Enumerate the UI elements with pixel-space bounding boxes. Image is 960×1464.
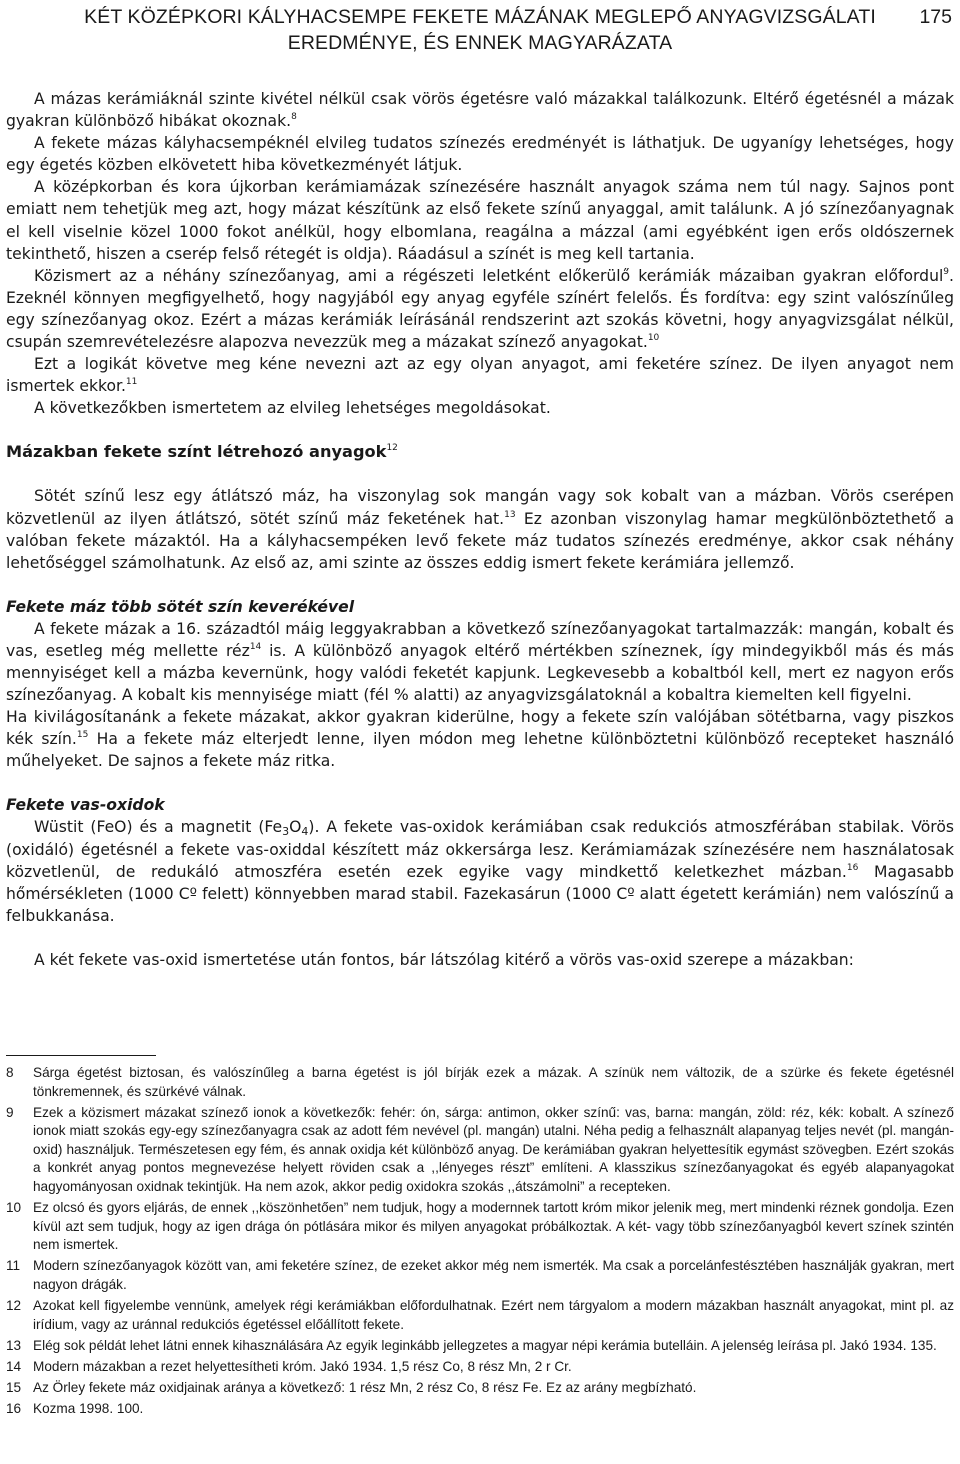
paragraph-text: Ha a fekete máz elterjedt lenne, ilyen módon meg lehetne különböztetni különböző recepteket használó műhelyeket. De sajnos a fekete máz ritka. [6,730,954,771]
paragraph-text: O [289,818,302,837]
paragraph-text: Ha kivilágosítanánk a fekete mázakat, akkor gyakran kiderülne, hogy a fekete szín valójában sötétbarna, vagy piszkos kék szín. [6,708,954,749]
footnote-ref[interactable]: 10 [647,333,660,344]
paragraph-text: Ezt a logikát követve meg kéne nevezni azt az egy olyan anyagot, ami feketére színez. De ilyen anyagot nem ismertek ekkor. [6,355,954,396]
paragraph [6,706,954,772]
footnote-number: 15 [6,1380,22,1395]
subscript: 3 [282,825,290,839]
footnote-number: 13 [6,1337,22,1353]
paragraph: A következőkben ismertetem az elvileg lehetséges megoldásokat. [34,399,551,418]
footnote [6,1400,954,1419]
footnote-number: 12 [6,1298,22,1314]
footnote-number: 9 [6,1104,14,1120]
footnote [6,1104,954,1197]
paragraph-text: A fekete mázak a 16. századtól máig leggyakrabban a következő színezőanyagokat tartalmazzák: mangán, kobalt és vas, esetleg még mellette réz [6,619,954,660]
footnote-number: 10 [6,1200,22,1216]
paragraph [6,485,954,573]
footnote-number: 16 [6,1401,22,1417]
paragraph: A fekete mázas kályhacsempéknél elvileg tudatos színezés eredményét is láthatjuk. De ugyanígy lehetséges, hogy egy égetés közben elkövetett hiba következményét látjuk. [6,134,954,175]
subscript: 4 [301,825,309,839]
paragraph: A középkorban és kora újkorban kerámiamázak színezésére használt anyagok száma nem túl nagy. Sajnos pont emiatt nem tehetjük meg azt, hogy mázat készítünk az első fekete színű anyaggal, amit találunk. A jó színezőanyagnak el kell viselnie közel 1000 fokot anélkül, hogy elbomlana, reagálna a mázzal (ami egyébként igen erős oldószernek tekinthető, hiszen a cserép felső rétegét is oldja). Ráadásul a színét is meg kell tartania. [6,178,954,263]
paragraph [6,618,954,706]
footnote-number: 14 [6,1358,22,1374]
footnote-ref[interactable]: 13 [504,509,516,520]
paragraph-text: Wüstit (FeO) és a magnetit (Fe [34,818,283,837]
paragraph [6,816,954,926]
paragraph: A két fekete vas-oxid ismertetése után fontos, bár látszólag kitérő a vörös vas-oxid szerepe a mázakban: [34,950,854,969]
footnote-text: Azokat kell figyelembe vennünk, amelyek régi kerámiákban előfordulhatnak. Ezért nem tárgyalom a modern mázakban használt anyagokat, mint pl. az irídium, vagy az uránnal redukciós égetéssel előállított fekete. [33,1298,954,1332]
footnote-ref[interactable]: 8 [291,112,297,123]
header-title-line-2: EREDMÉNYE, ÉS ENNEK MAGYARÁZATA [287,32,673,54]
footnote [6,1358,954,1377]
paragraph [6,265,954,353]
paragraph-text: A mázas kerámiáknál szinte kivétel nélkül csak vörös égetésre való mázakkal találkozunk. Eltérő égetésnél a mázak gyakran különböző hibákat okoznak. [6,90,954,131]
footnote [6,1379,954,1398]
footnote-text: Modern mázakban a rezet helyettesítheti króm. Jakó 1934. 1,5 rész Co, 8 rész Mn, 2 r Cr. [33,1358,572,1374]
footnote-text: Ezek a közismert mázakat színező ionok a következők: fehér: ón, sárga: antimon, okker színű: vas, barna: mangán, zöld: réz, kék: kobalt. A színező ionok miatt szokás egy-egy színezőanyagra csak az adott fém nevével (pl. mangán) utalni. Néha pedig a felhasznált alapanyag teljes nevét (pl. mangán-oxid) használjuk. Természetesen egy fém, és annak oxidja két különböző anyag. De kerámiában gyakran helyettesítik egymást szövegben. Ezért szokás a konkrét anyag pontos megnevezése helyett röviden csak a ,,lényeges részt” említeni. A klasszikus színezőanyagokat és egyéb alapanyagokat hagyományosan oxidnak tekintjük. Ha nem azok, akkor pedig oxidokra szokás ,,átszámolni” a recepteken. [33,1104,954,1195]
footnote-separator [6,1055,156,1056]
paragraph [6,88,954,132]
paragraph-text: . Ezeknél könnyen megfigyelhető, hogy nagyjából egy anyag egyféle színért felelős. És fordítva: egy szint valószínűleg egy színezőanyag okoz. Ezért a mázas kerámiák leírásánál rendszerint azt szokás követni, hogy anyagvizsgálat nélkül, csupán szemrevételezésre alapozva nevezzük meg a mázakat színező anyagokat. [6,266,954,352]
footnote-ref[interactable]: 14 [249,641,262,652]
paragraph-text: is. A különböző anyagok eltérő mértékben színeznek, így mindegyikből más és más mennyiséget kell a mázba kevernünk, hogy valódi feketét kapjunk. Legkevesebb a kobaltból kell, mert ez nagyon erős színezőanyag. A kobalt kis mennyisége miatt (fél % alatti) az anyagvizsgálatoknál a kobaltra kiemelten kell figyelni. [6,641,954,705]
footnote-text: Elég sok példát lehet látni ennek kihasználására Az egyik leginkább jellegzetes a magyar népi kerámia butelláin. A jelenség leírása pl. Jakó 1934. 135. [33,1337,937,1353]
paragraph-text: Sötét színű lesz egy átlátszó máz, ha viszonylag sok mangán vagy sok kobalt van a mázban. Vörös cserépen közvetlenül az ilyen átlátszó, sötét színű máz feketének hat. [6,487,954,528]
paragraph-text: Ez azonban viszonylag hamar megkülönböztethető a valóban fekete mázaktól. Ha a kályhacsempéken levő fekete máz tudatos színezés eredménye, akkor csak néhány lehetőséggel számolhatunk. Az első az, ami szinte az összes eddig ismert fekete kerámiára jellemző. [6,509,954,572]
footnote-ref[interactable]: 15 [76,730,89,741]
header-title-line-1: KÉT KÖZÉPKORI KÁLYHACSEMPE FEKETE MÁZÁNAK MEGLEPŐ ANYAGVIZSGÁLATI [84,6,876,28]
footnote-number: 11 [6,1258,21,1274]
footnote-text: Ez olcsó és gyors eljárás, de ennek ,,köszönhetően” nem tudjuk, hogy a modernnek tartott króm mikor jelenik meg, mert mindenki réznek gondolja. Ezen kívül azt sem tudjuk, hogy az igen drága ón pótlására mikor és milyen anyagokat próbálkoztak. A két- vagy több színezőanyagból kevert színek szintén nem ismertek. [33,1200,954,1253]
header-title [60,4,900,56]
footnote-ref[interactable]: 12 [386,443,398,454]
section-heading [6,441,954,463]
footnote-text: Sárga égetést biztosan, és valószínűleg a barna égetést is jól bírják ezek a mázak. A színük nem változik, de a szürke és fekete égetésnél tönkremennek, és szürkévé válnak. [33,1065,954,1099]
footnotes [6,1064,954,1421]
paragraph-text: Közismert az a néhány színezőanyag, ami a régészeti leletként előkerülő kerámiák mázaiban gyakran előfordul [34,266,944,285]
footnote [6,1257,954,1294]
footnote-text: Az Örley fekete máz oxidjainak aránya a következő: 1 rész Mn, 2 rész Co, 8 rész Fe. Ez az arány megbízható. [33,1380,697,1395]
footnote [6,1297,954,1334]
footnote-text: Modern színezőanyagok között van, ami feketére színez, de ezeket akkor még nem ismerték. Ma csak a porcelánfestésztében használják gyakran, mert nagyon drágák. [33,1258,954,1293]
footnote [6,1064,954,1101]
footnote-ref[interactable]: 16 [846,862,859,873]
paragraph-text: ). A fekete vas-oxidok kerámiában csak redukciós atmoszférában stabilak. Vörös (oxidáló) égetésnél a fekete vas-oxiddal készített máz okkersárga lesz. Kerámiamázak színezésére nem használatosak közvetlenül, de redukáló atmoszféra esetén ezek egyike vagy mindkettő keletkezhet mázban. [6,818,954,881]
section-heading-text: Mázakban fekete színt létrehozó anyagok [6,442,387,462]
paragraph [6,353,954,397]
footnote-text: Kozma 1998. 100. [33,1401,144,1417]
footnote-ref[interactable]: 11 [125,377,138,388]
main-text [6,88,954,971]
subsection-heading: Fekete máz több sötét szín keverékével [6,597,355,616]
footnote-number: 8 [6,1065,14,1080]
footnote [6,1199,954,1255]
subsection-heading: Fekete vas-oxidok [6,796,165,815]
footnote-ref[interactable]: 9 [943,266,950,277]
paragraph-text: Magasabb hőmérsékleten (1000 Cº felett) könnyebben marad stabil. Fazekasárun (1000 Cº alatt égetett kerámián) nem valószínű a felbukkanása. [6,862,954,925]
footnote [6,1337,954,1356]
page-number: 175 [919,6,952,28]
